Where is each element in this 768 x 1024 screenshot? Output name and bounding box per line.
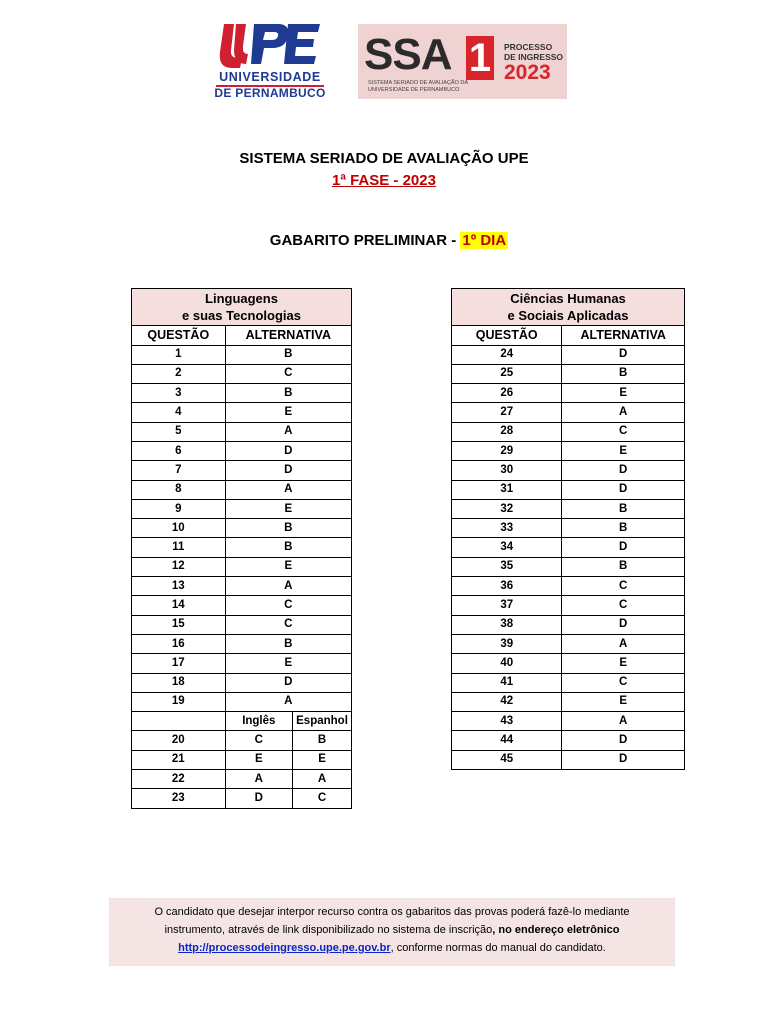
answer-english: A xyxy=(225,770,293,789)
table-row xyxy=(132,441,352,460)
question-number: 7 xyxy=(132,461,226,480)
col-question: QUESTÃO xyxy=(132,326,226,346)
question-number: 13 xyxy=(132,577,226,596)
appeal-note xyxy=(109,898,675,966)
table-row xyxy=(132,403,352,422)
question-number: 9 xyxy=(132,499,226,518)
question-number: 8 xyxy=(132,480,226,499)
answer-letter: A xyxy=(225,692,351,711)
english-label: Inglês xyxy=(225,712,293,731)
answer-letter: A xyxy=(225,422,351,441)
question-number: 30 xyxy=(452,461,562,480)
answer-letter: B xyxy=(225,538,351,557)
answer-letter: D xyxy=(562,461,685,480)
answer-letter: D xyxy=(562,345,685,364)
answer-english: E xyxy=(225,750,293,769)
answer-spanish: A xyxy=(293,770,352,789)
answer-spanish: C xyxy=(293,789,352,808)
table-row xyxy=(452,384,685,403)
table-row xyxy=(132,731,352,750)
table-row xyxy=(452,634,685,653)
table-row xyxy=(452,596,685,615)
process-link[interactable]: http://processodeingresso.upe.pe.gov.br xyxy=(178,942,391,954)
empty-cell xyxy=(132,712,226,731)
question-number: 31 xyxy=(452,480,562,499)
table-row xyxy=(132,692,352,711)
table-row xyxy=(452,422,685,441)
question-number: 16 xyxy=(132,634,226,653)
upe-logo xyxy=(214,22,326,100)
table-row xyxy=(452,673,685,692)
table-row xyxy=(452,499,685,518)
answer-letter: D xyxy=(225,461,351,480)
answer-letter: E xyxy=(562,692,685,711)
question-number: 33 xyxy=(452,519,562,538)
table-row xyxy=(132,789,352,808)
humanities-title-line1: Ciências Humanas xyxy=(510,291,626,306)
phase-text: 1ª FASE - 2023 xyxy=(332,172,436,189)
question-number: 25 xyxy=(452,364,562,383)
question-number: 21 xyxy=(132,750,226,769)
answer-letter: E xyxy=(562,384,685,403)
question-number: 45 xyxy=(452,750,562,769)
question-number: 4 xyxy=(132,403,226,422)
table-row xyxy=(132,750,352,769)
table-row xyxy=(132,557,352,576)
question-number: 3 xyxy=(132,384,226,403)
answer-letter: C xyxy=(562,673,685,692)
table-row xyxy=(132,538,352,557)
table-row xyxy=(132,364,352,383)
day-label: 1º DIA xyxy=(462,232,507,249)
table-row xyxy=(132,345,352,364)
answer-english: C xyxy=(225,731,293,750)
ssa-number: 1 xyxy=(466,36,494,80)
table-row xyxy=(132,461,352,480)
table-row xyxy=(452,519,685,538)
answer-spanish: E xyxy=(293,750,352,769)
humanities-answer-table xyxy=(451,288,685,770)
table-row xyxy=(452,480,685,499)
answer-letter: E xyxy=(225,557,351,576)
humanities-title-line2: e Sociais Aplicadas xyxy=(507,308,629,323)
col-answer: ALTERNATIVA xyxy=(562,326,685,346)
question-number: 10 xyxy=(132,519,226,538)
question-number: 12 xyxy=(132,557,226,576)
answer-letter: C xyxy=(562,596,685,615)
col-answer: ALTERNATIVA xyxy=(225,326,351,346)
question-number: 44 xyxy=(452,731,562,750)
table-row xyxy=(452,345,685,364)
answer-letter: B xyxy=(225,634,351,653)
answer-letter: D xyxy=(225,673,351,692)
table-row xyxy=(452,557,685,576)
question-number: 1 xyxy=(132,345,226,364)
question-number: 23 xyxy=(132,789,226,808)
note-line2-bold: , no endereço eletrônico xyxy=(492,924,620,936)
spanish-label: Espanhol xyxy=(293,712,352,731)
table-row xyxy=(452,750,685,769)
table-row xyxy=(132,673,352,692)
answer-letter: D xyxy=(225,441,351,460)
answer-letter: D xyxy=(562,538,685,557)
answer-letter: D xyxy=(562,750,685,769)
ssa-subtitle: SISTEMA SERIADO DE AVALIAÇÃO DA UNIVERSIDADE DE PERNAMBUCO xyxy=(368,80,469,93)
question-number: 35 xyxy=(452,557,562,576)
question-number: 19 xyxy=(132,692,226,711)
table-row xyxy=(452,615,685,634)
gabarito-label: GABARITO PRELIMINAR - xyxy=(269,232,461,249)
question-number: 34 xyxy=(452,538,562,557)
table-row xyxy=(132,480,352,499)
upe-logo-mark xyxy=(218,22,322,68)
ssa1-logo xyxy=(358,24,567,99)
humanities-table-title xyxy=(452,289,685,326)
table-row xyxy=(452,731,685,750)
table-row xyxy=(452,403,685,422)
gabarito-heading xyxy=(0,232,768,249)
ssa-year: 2023 xyxy=(504,61,551,84)
question-number: 28 xyxy=(452,422,562,441)
table-row xyxy=(132,634,352,653)
table-row xyxy=(132,770,352,789)
languages-table-title xyxy=(132,289,352,326)
question-number: 11 xyxy=(132,538,226,557)
question-number: 42 xyxy=(452,692,562,711)
answer-letter: C xyxy=(562,422,685,441)
question-number: 26 xyxy=(452,384,562,403)
table-row xyxy=(452,461,685,480)
question-number: 32 xyxy=(452,499,562,518)
question-number: 14 xyxy=(132,596,226,615)
answer-letter: E xyxy=(562,654,685,673)
answer-letter: A xyxy=(225,577,351,596)
note-line3: , conforme normas do manual do candidato. xyxy=(390,942,606,954)
question-number: 27 xyxy=(452,403,562,422)
question-number: 38 xyxy=(452,615,562,634)
answer-letter: C xyxy=(225,596,351,615)
question-number: 36 xyxy=(452,577,562,596)
question-number: 5 xyxy=(132,422,226,441)
table-row xyxy=(132,596,352,615)
answer-letter: E xyxy=(225,403,351,422)
question-number: 29 xyxy=(452,441,562,460)
note-line1: O candidato que desejar interpor recurso contra os gabaritos das provas poderá fazê-lo mediante xyxy=(154,906,630,918)
answer-letter: C xyxy=(225,615,351,634)
answer-english: D xyxy=(225,789,293,808)
answer-letter: B xyxy=(562,519,685,538)
table-row xyxy=(132,384,352,403)
question-number: 39 xyxy=(452,634,562,653)
phase-label xyxy=(0,172,768,189)
question-number: 2 xyxy=(132,364,226,383)
col-question: QUESTÃO xyxy=(452,326,562,346)
answer-letter: B xyxy=(562,364,685,383)
table-row xyxy=(452,654,685,673)
question-number: 18 xyxy=(132,673,226,692)
table-row xyxy=(132,654,352,673)
answer-letter: B xyxy=(225,519,351,538)
answer-letter: A xyxy=(562,634,685,653)
table-row xyxy=(452,441,685,460)
question-number: 40 xyxy=(452,654,562,673)
table-row xyxy=(132,577,352,596)
question-number: 22 xyxy=(132,770,226,789)
page-title: SISTEMA SERIADO DE AVALIAÇÃO UPE xyxy=(239,150,529,167)
table-row xyxy=(132,499,352,518)
table-row xyxy=(132,422,352,441)
answer-letter: B xyxy=(562,557,685,576)
question-number: 37 xyxy=(452,596,562,615)
languages-answer-table xyxy=(131,288,352,809)
answer-letter: B xyxy=(562,499,685,518)
answer-letter: A xyxy=(225,480,351,499)
answer-letter: E xyxy=(225,654,351,673)
table-row xyxy=(452,692,685,711)
answer-letter: C xyxy=(562,577,685,596)
table-row xyxy=(452,364,685,383)
answer-letter: D xyxy=(562,731,685,750)
table-row xyxy=(132,519,352,538)
upe-wordmark-line2: DE PERNAMBUCO xyxy=(214,86,326,100)
question-number: 6 xyxy=(132,441,226,460)
languages-title-line1: Linguagens xyxy=(205,291,278,306)
answer-letter: C xyxy=(225,364,351,383)
question-number: 24 xyxy=(452,345,562,364)
upe-wordmark-line1: UNIVERSIDADE xyxy=(219,70,321,84)
question-number: 43 xyxy=(452,712,562,731)
answer-letter: D xyxy=(562,615,685,634)
answer-letter: B xyxy=(225,384,351,403)
question-number: 17 xyxy=(132,654,226,673)
table-row xyxy=(452,538,685,557)
ssa-text: SSA xyxy=(364,30,452,79)
question-number: 15 xyxy=(132,615,226,634)
question-number: 20 xyxy=(132,731,226,750)
language-header-row xyxy=(132,712,352,731)
note-line2: instrumento, através de link disponibilizado no sistema de inscrição xyxy=(164,924,493,936)
answer-letter: D xyxy=(562,480,685,499)
answer-letter: E xyxy=(225,499,351,518)
answer-spanish: B xyxy=(293,731,352,750)
table-row xyxy=(452,712,685,731)
table-row xyxy=(452,577,685,596)
question-number: 41 xyxy=(452,673,562,692)
answer-letter: B xyxy=(225,345,351,364)
table-row xyxy=(132,615,352,634)
answer-letter: A xyxy=(562,403,685,422)
ssa-process-label: PROCESSO DE INGRESSO xyxy=(504,42,564,62)
answer-letter: A xyxy=(562,712,685,731)
answer-letter: E xyxy=(562,441,685,460)
languages-title-line2: e suas Tecnologias xyxy=(182,308,301,323)
